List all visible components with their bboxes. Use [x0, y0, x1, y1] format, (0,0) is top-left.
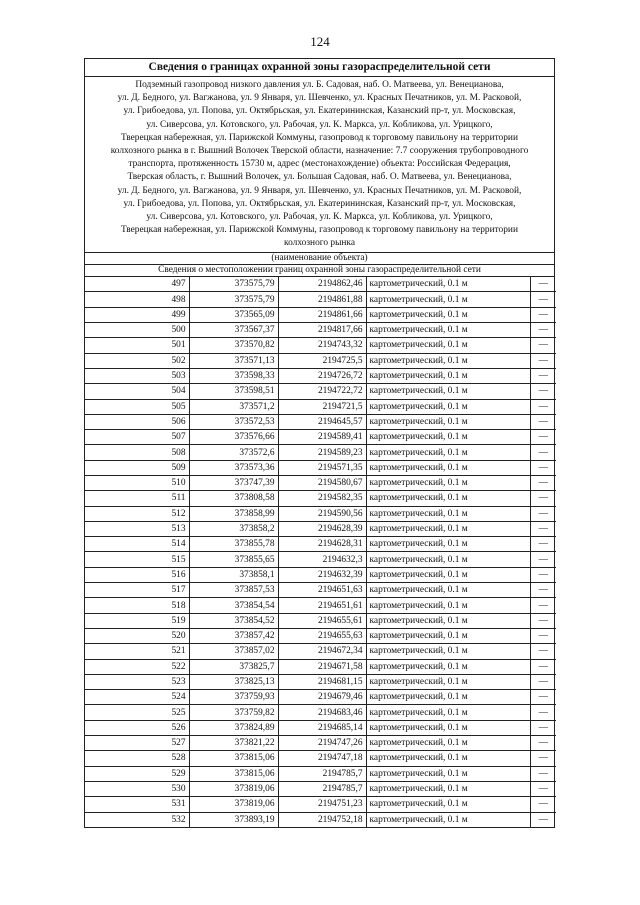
- description-line: Тверецкая набережная, ул. Парижской Коммуны, газопровод к торговому павильону на территории: [121, 225, 518, 236]
- point-number-cell: 508: [85, 445, 189, 460]
- y-coordinate-cell: 2194672,34: [278, 644, 366, 659]
- x-coordinate-cell: 373819,06: [189, 781, 278, 796]
- note-cell: —: [530, 368, 556, 383]
- x-coordinate-cell: 373819,06: [189, 797, 278, 812]
- point-number-cell: 513: [85, 521, 189, 536]
- y-coordinate-cell: 2194683,46: [278, 705, 366, 720]
- y-coordinate-cell: 2194726,72: [278, 368, 366, 383]
- x-coordinate-cell: 373575,79: [189, 292, 278, 307]
- note-cell: —: [530, 567, 556, 582]
- method-cell: картометрический, 0.1 м: [366, 338, 530, 353]
- note-cell: —: [530, 720, 556, 735]
- y-coordinate-cell: 2194582,35: [278, 491, 366, 506]
- y-coordinate-cell: 2194861,88: [278, 292, 366, 307]
- x-coordinate-cell: 373573,36: [189, 460, 278, 475]
- table-row: [85, 307, 556, 322]
- description-line: ул. Грибоедова, ул. Попова, ул. Октябрьская, ул. Екатерининская, Казанский пр-т, ул. Московская,: [123, 198, 516, 209]
- y-coordinate-cell: 2194743,32: [278, 338, 366, 353]
- note-cell: —: [530, 307, 556, 322]
- y-coordinate-cell: 2194817,66: [278, 323, 366, 338]
- note-cell: —: [530, 674, 556, 689]
- method-cell: картометрический, 0.1 м: [366, 384, 530, 399]
- method-cell: картометрический, 0.1 м: [366, 797, 530, 812]
- note-cell: —: [530, 384, 556, 399]
- note-cell: —: [530, 353, 556, 368]
- table-row: [85, 751, 556, 766]
- point-number-cell: 531: [85, 797, 189, 812]
- point-number-cell: 504: [85, 384, 189, 399]
- table-row: [85, 690, 556, 705]
- y-coordinate-cell: 2194752,18: [278, 812, 366, 827]
- method-cell: картометрический, 0.1 м: [366, 812, 530, 827]
- y-coordinate-cell: 2194645,57: [278, 414, 366, 429]
- table-row: [85, 812, 556, 827]
- object-description: [85, 77, 554, 253]
- table-row: [85, 705, 556, 720]
- point-number-cell: 520: [85, 628, 189, 643]
- point-number-cell: 526: [85, 720, 189, 735]
- point-number-cell: 503: [85, 368, 189, 383]
- x-coordinate-cell: 373759,82: [189, 705, 278, 720]
- method-cell: картометрический, 0.1 м: [366, 414, 530, 429]
- y-coordinate-cell: 2194747,26: [278, 736, 366, 751]
- note-cell: —: [530, 628, 556, 643]
- table-row: [85, 277, 556, 292]
- y-coordinate-cell: 2194590,56: [278, 506, 366, 521]
- point-number-cell: 532: [85, 812, 189, 827]
- method-cell: картометрический, 0.1 м: [366, 674, 530, 689]
- x-coordinate-cell: 373575,79: [189, 277, 278, 292]
- note-cell: —: [530, 338, 556, 353]
- point-number-cell: 518: [85, 598, 189, 613]
- point-number-cell: 517: [85, 583, 189, 598]
- table-row: [85, 598, 556, 613]
- point-number-cell: 501: [85, 338, 189, 353]
- note-cell: —: [530, 751, 556, 766]
- point-number-cell: 527: [85, 736, 189, 751]
- description-line: колхозного рынка: [284, 238, 355, 249]
- x-coordinate-cell: 373571,2: [189, 399, 278, 414]
- point-number-cell: 505: [85, 399, 189, 414]
- method-cell: картометрический, 0.1 м: [366, 521, 530, 536]
- note-cell: —: [530, 797, 556, 812]
- method-cell: картометрический, 0.1 м: [366, 751, 530, 766]
- method-cell: картометрический, 0.1 м: [366, 368, 530, 383]
- y-coordinate-cell: 2194862,46: [278, 277, 366, 292]
- point-number-cell: 515: [85, 552, 189, 567]
- note-cell: —: [530, 537, 556, 552]
- table-row: [85, 476, 556, 491]
- note-cell: —: [530, 414, 556, 429]
- table-row: [85, 338, 556, 353]
- point-number-cell: 510: [85, 476, 189, 491]
- point-number-cell: 521: [85, 644, 189, 659]
- note-cell: —: [530, 736, 556, 751]
- method-cell: картометрический, 0.1 м: [366, 720, 530, 735]
- y-coordinate-cell: 2194655,63: [278, 628, 366, 643]
- point-number-cell: 502: [85, 353, 189, 368]
- description-line: транспорта, протяженность 15730 м, адрес (местонахождение) объекта: Российская Федерация,: [128, 159, 511, 170]
- table-row: [85, 368, 556, 383]
- table-row: [85, 583, 556, 598]
- y-coordinate-cell: 2194751,23: [278, 797, 366, 812]
- x-coordinate-cell: 373858,2: [189, 521, 278, 536]
- method-cell: картометрический, 0.1 м: [366, 323, 530, 338]
- y-coordinate-cell: 2194655,61: [278, 613, 366, 628]
- y-coordinate-cell: 2194632,39: [278, 567, 366, 582]
- note-cell: —: [530, 460, 556, 475]
- point-number-cell: 514: [85, 537, 189, 552]
- method-cell: картометрический, 0.1 м: [366, 430, 530, 445]
- table-row: [85, 430, 556, 445]
- note-cell: —: [530, 506, 556, 521]
- description-line: Тверецкая набережная, ул. Парижской Коммуны, газопровод к торговому павильону на территории: [121, 132, 518, 143]
- y-coordinate-cell: 2194785,7: [278, 766, 366, 781]
- page-number: 124: [310, 34, 330, 49]
- point-number-cell: 509: [85, 460, 189, 475]
- x-coordinate-cell: 373857,42: [189, 628, 278, 643]
- method-cell: картометрический, 0.1 м: [366, 583, 530, 598]
- description-line: Тверская область, г. Вышний Волочек, ул. Большая Садовая, наб. О. Матвеева, ул. Венецианова,: [127, 172, 512, 183]
- x-coordinate-cell: 373824,89: [189, 720, 278, 735]
- note-cell: —: [530, 445, 556, 460]
- table-row: [85, 445, 556, 460]
- method-cell: картометрический, 0.1 м: [366, 567, 530, 582]
- table-row: [85, 460, 556, 475]
- y-coordinate-cell: 2194747,18: [278, 751, 366, 766]
- y-coordinate-cell: 2194589,41: [278, 430, 366, 445]
- x-coordinate-cell: 373858,99: [189, 506, 278, 521]
- note-cell: —: [530, 690, 556, 705]
- method-cell: картометрический, 0.1 м: [366, 659, 530, 674]
- y-coordinate-cell: 2194722,72: [278, 384, 366, 399]
- note-cell: —: [530, 491, 556, 506]
- x-coordinate-cell: 373572,6: [189, 445, 278, 460]
- point-number-cell: 530: [85, 781, 189, 796]
- note-cell: —: [530, 766, 556, 781]
- y-coordinate-cell: 2194679,46: [278, 690, 366, 705]
- table-row: [85, 292, 556, 307]
- point-number-cell: 523: [85, 674, 189, 689]
- coordinates-table: [85, 277, 556, 828]
- table-row: [85, 797, 556, 812]
- method-cell: картометрический, 0.1 м: [366, 506, 530, 521]
- x-coordinate-cell: 373570,82: [189, 338, 278, 353]
- document-sheet: [84, 58, 555, 828]
- note-cell: —: [530, 583, 556, 598]
- table-row: [85, 537, 556, 552]
- table-row: [85, 414, 556, 429]
- description-line: ул. Д. Бедного, ул. Вагжанова, ул. 9 Января, ул. Шевченко, ул. Красных Печатников, ул. М. Расковой,: [117, 93, 522, 104]
- x-coordinate-cell: 373815,06: [189, 766, 278, 781]
- method-cell: картометрический, 0.1 м: [366, 628, 530, 643]
- table-row: [85, 736, 556, 751]
- method-cell: картометрический, 0.1 м: [366, 537, 530, 552]
- note-cell: —: [530, 521, 556, 536]
- point-number-cell: 511: [85, 491, 189, 506]
- y-coordinate-cell: 2194628,39: [278, 521, 366, 536]
- table-row: [85, 353, 556, 368]
- x-coordinate-cell: 373855,65: [189, 552, 278, 567]
- method-cell: картометрический, 0.1 м: [366, 705, 530, 720]
- method-cell: картометрический, 0.1 м: [366, 445, 530, 460]
- description-line: ул. Грибоедова, ул. Попова, ул. Октябрьская, ул. Екатерининская, Казанский пр-т, ул. Московская,: [123, 106, 516, 117]
- note-cell: —: [530, 292, 556, 307]
- x-coordinate-cell: 373571,13: [189, 353, 278, 368]
- method-cell: картометрический, 0.1 м: [366, 491, 530, 506]
- note-cell: —: [530, 613, 556, 628]
- x-coordinate-cell: 373893,19: [189, 812, 278, 827]
- note-cell: —: [530, 399, 556, 414]
- method-cell: картометрический, 0.1 м: [366, 736, 530, 751]
- table-row: [85, 613, 556, 628]
- y-coordinate-cell: 2194681,15: [278, 674, 366, 689]
- point-number-cell: 524: [85, 690, 189, 705]
- x-coordinate-cell: 373855,78: [189, 537, 278, 552]
- x-coordinate-cell: 373825,7: [189, 659, 278, 674]
- point-number-cell: 529: [85, 766, 189, 781]
- note-cell: —: [530, 781, 556, 796]
- document-title: Сведения о границах охранной зоны газораспределительной сети: [85, 59, 554, 77]
- method-cell: картометрический, 0.1 м: [366, 690, 530, 705]
- y-coordinate-cell: 2194785,7: [278, 781, 366, 796]
- description-line: ул. Д. Бедного, ул. Вагжанова, ул. 9 Января, ул. Шевченко, ул. Красных Печатников, ул. М. Расковой,: [117, 185, 522, 196]
- method-cell: картометрический, 0.1 м: [366, 277, 530, 292]
- x-coordinate-cell: 373854,52: [189, 613, 278, 628]
- table-row: [85, 567, 556, 582]
- point-number-cell: 498: [85, 292, 189, 307]
- note-cell: —: [530, 705, 556, 720]
- y-coordinate-cell: 2194725,5: [278, 353, 366, 368]
- note-cell: —: [530, 323, 556, 338]
- method-cell: картометрический, 0.1 м: [366, 476, 530, 491]
- point-number-cell: 528: [85, 751, 189, 766]
- point-number-cell: 522: [85, 659, 189, 674]
- note-cell: —: [530, 476, 556, 491]
- method-cell: картометрический, 0.1 м: [366, 399, 530, 414]
- point-number-cell: 519: [85, 613, 189, 628]
- table-row: [85, 674, 556, 689]
- table-row: [85, 323, 556, 338]
- location-header: Сведения о местоположении границ охранной зоны газораспределительной сети: [85, 265, 554, 277]
- method-cell: картометрический, 0.1 м: [366, 613, 530, 628]
- method-cell: картометрический, 0.1 м: [366, 552, 530, 567]
- method-cell: картометрический, 0.1 м: [366, 644, 530, 659]
- x-coordinate-cell: 373808,58: [189, 491, 278, 506]
- y-coordinate-cell: 2194721,5: [278, 399, 366, 414]
- point-number-cell: 500: [85, 323, 189, 338]
- x-coordinate-cell: 373759,93: [189, 690, 278, 705]
- point-number-cell: 525: [85, 705, 189, 720]
- object-caption: (наименование объекта): [85, 253, 554, 265]
- x-coordinate-cell: 373565,09: [189, 307, 278, 322]
- description-line: колхозного рынка в г. Вышний Волочек Тверской области, назначение: 7.7 сооружения трубопроводного: [110, 146, 529, 157]
- description-line: Подземный газопровод низкого давления ул. Б. Садовая, наб. О. Матвеева, ул. Венецианова,: [135, 80, 504, 90]
- x-coordinate-cell: 373857,02: [189, 644, 278, 659]
- table-row: [85, 720, 556, 735]
- y-coordinate-cell: 2194580,67: [278, 476, 366, 491]
- y-coordinate-cell: 2194861,66: [278, 307, 366, 322]
- x-coordinate-cell: 373857,53: [189, 583, 278, 598]
- method-cell: картометрический, 0.1 м: [366, 292, 530, 307]
- method-cell: картометрический, 0.1 м: [366, 307, 530, 322]
- method-cell: картометрический, 0.1 м: [366, 460, 530, 475]
- y-coordinate-cell: 2194671,58: [278, 659, 366, 674]
- note-cell: —: [530, 598, 556, 613]
- x-coordinate-cell: 373854,54: [189, 598, 278, 613]
- x-coordinate-cell: 373821,22: [189, 736, 278, 751]
- table-row: [85, 552, 556, 567]
- method-cell: картометрический, 0.1 м: [366, 353, 530, 368]
- method-cell: картометрический, 0.1 м: [366, 781, 530, 796]
- point-number-cell: 512: [85, 506, 189, 521]
- note-cell: —: [530, 659, 556, 674]
- note-cell: —: [530, 277, 556, 292]
- method-cell: картометрический, 0.1 м: [366, 598, 530, 613]
- table-row: [85, 399, 556, 414]
- table-row: [85, 506, 556, 521]
- y-coordinate-cell: 2194628,31: [278, 537, 366, 552]
- table-row: [85, 659, 556, 674]
- note-cell: —: [530, 430, 556, 445]
- y-coordinate-cell: 2194651,61: [278, 598, 366, 613]
- table-row: [85, 491, 556, 506]
- y-coordinate-cell: 2194651,63: [278, 583, 366, 598]
- point-number-cell: 499: [85, 307, 189, 322]
- table-row: [85, 766, 556, 781]
- x-coordinate-cell: 373598,33: [189, 368, 278, 383]
- x-coordinate-cell: 373572,53: [189, 414, 278, 429]
- x-coordinate-cell: 373825,13: [189, 674, 278, 689]
- x-coordinate-cell: 373747,39: [189, 476, 278, 491]
- x-coordinate-cell: 373567,37: [189, 323, 278, 338]
- method-cell: картометрический, 0.1 м: [366, 766, 530, 781]
- x-coordinate-cell: 373815,06: [189, 751, 278, 766]
- table-row: [85, 628, 556, 643]
- table-row: [85, 644, 556, 659]
- y-coordinate-cell: 2194589,23: [278, 445, 366, 460]
- y-coordinate-cell: 2194685,14: [278, 720, 366, 735]
- y-coordinate-cell: 2194571,35: [278, 460, 366, 475]
- point-number-cell: 507: [85, 430, 189, 445]
- table-row: [85, 384, 556, 399]
- table-row: [85, 781, 556, 796]
- x-coordinate-cell: 373858,1: [189, 567, 278, 582]
- table-row: [85, 521, 556, 536]
- description-line: ул. Сиверсова, ул. Котовского, ул. Рабочая, ул. К. Маркса, ул. Кобликова, ул. Урицкого,: [146, 119, 493, 130]
- note-cell: —: [530, 644, 556, 659]
- point-number-cell: 506: [85, 414, 189, 429]
- point-number-cell: 516: [85, 567, 189, 582]
- point-number-cell: 497: [85, 277, 189, 292]
- note-cell: —: [530, 552, 556, 567]
- x-coordinate-cell: 373598,51: [189, 384, 278, 399]
- note-cell: —: [530, 812, 556, 827]
- y-coordinate-cell: 2194632,3: [278, 552, 366, 567]
- description-line: ул. Сиверсова, ул. Котовского, ул. Рабочая, ул. К. Маркса, ул. Кобликова, ул. Урицкого,: [146, 212, 493, 223]
- x-coordinate-cell: 373576,66: [189, 430, 278, 445]
